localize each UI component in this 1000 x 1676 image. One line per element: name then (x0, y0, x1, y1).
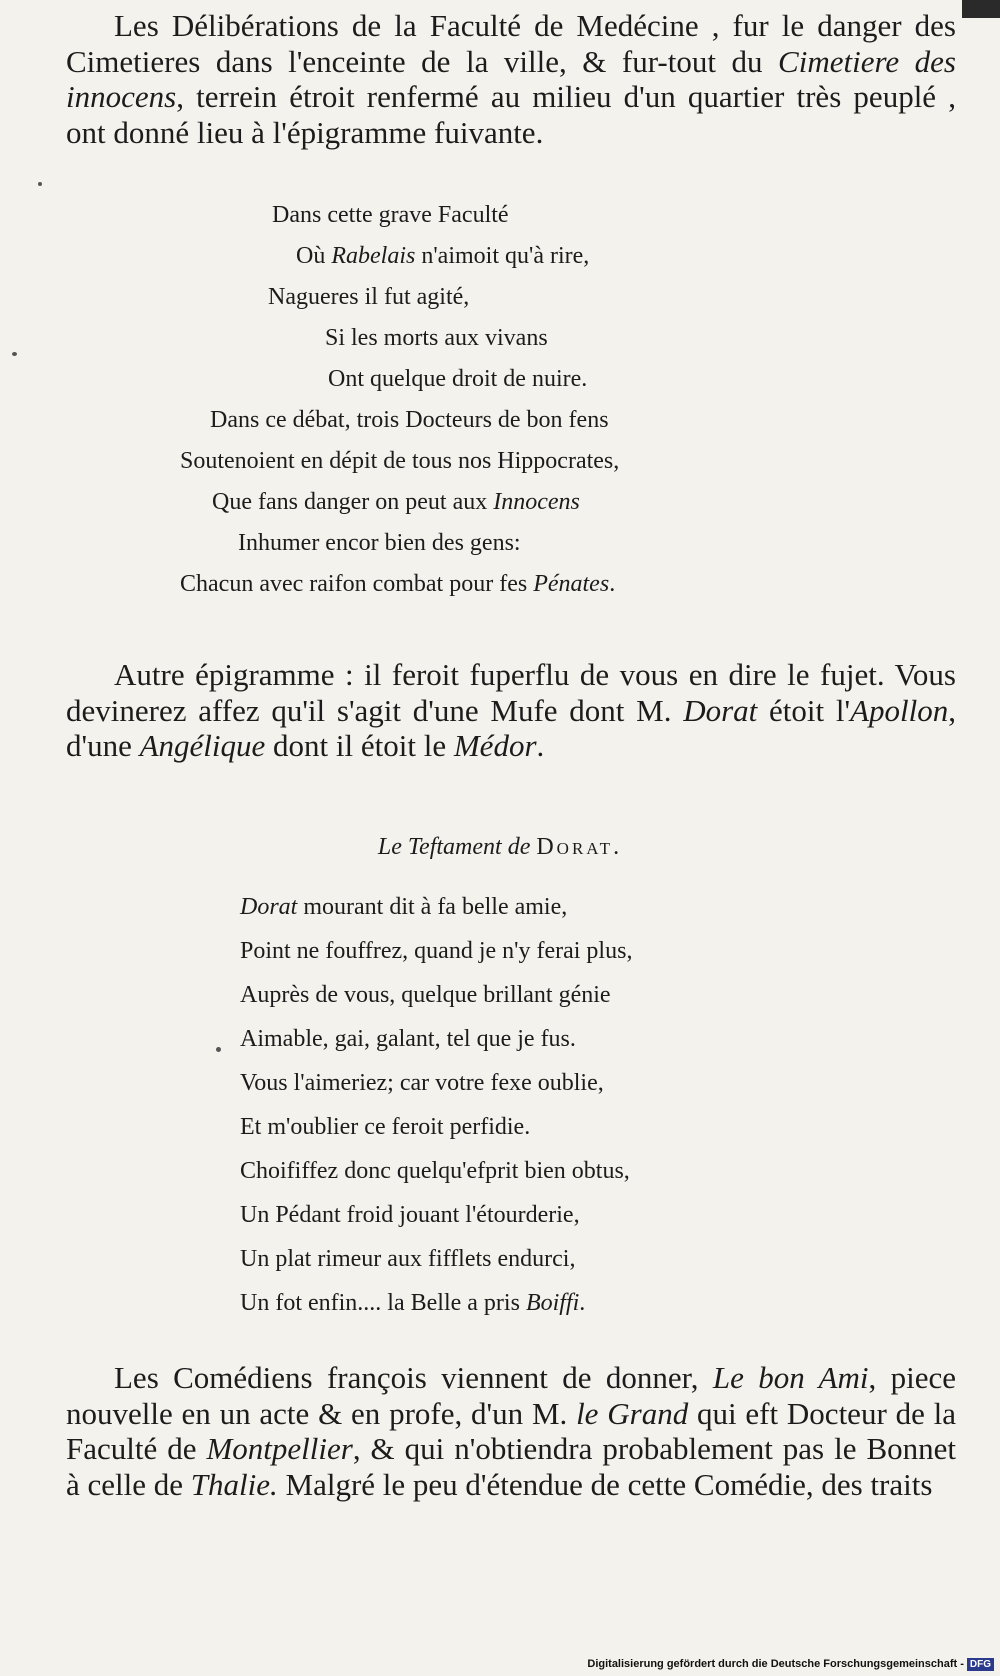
verse-line: Auprès de vous, quelque brillant génie (240, 982, 611, 1008)
verse-line: Vous l'aimeriez; car votre fexe oublie, (240, 1070, 604, 1096)
paragraph-comediens (66, 1360, 956, 1502)
ink-speck (38, 182, 42, 186)
title-italic: Le Teftament de (377, 834, 531, 860)
italic-run-angelique: Angélique (139, 728, 266, 763)
text-run: Autre épigramme : il feroit fuperflu de vous en dire le fujet. Vous devinerez affez qu'il s'agit d'une Mufe dont M. (66, 657, 956, 728)
text-run: , piece nouvelle en un acte & en profe, d'un M. (66, 1360, 956, 1431)
verse-line: Inhumer encor bien des gens: (238, 530, 521, 556)
italic-run-dorat: Dorat (240, 894, 298, 920)
verse-line: Dans cette grave Faculté (272, 202, 509, 228)
text-run: , & qui n'obtiendra probablement pas le Bonnet à celle de (66, 1431, 956, 1502)
italic-run-dorat: Dorat (683, 692, 758, 728)
italic-run-innocens: Innocens (493, 489, 580, 515)
verse-line: Soutenoient en dépit de tous nos Hippocrates, (180, 448, 620, 474)
text-run: , terrein étroit renfermé au milieu d'un quartier très peuplé , ont donné lieu à l'épigramme fuivante. (66, 79, 956, 150)
italic-run-thalie: Thalie. (190, 1466, 278, 1502)
verse-line: Où Rabelais n'aimoit qu'à rire, (296, 243, 590, 269)
italic-run-le-bon-ami: Le bon Ami (712, 1360, 869, 1395)
ink-speck (12, 352, 17, 356)
verse-line: Si les morts aux vivans (325, 325, 548, 351)
verse-line: Dorat mourant dit à fa belle amie, (240, 894, 568, 920)
dfg-logo: DFG (967, 1658, 994, 1671)
italic-run-apollon: Apollon (850, 692, 949, 728)
verse-line: Dans ce débat, trois Docteurs de bon fens (210, 407, 609, 433)
verse-line: Que fans danger on peut aux Innocens (212, 489, 580, 515)
verse-line: Nagueres il fut agité, (268, 284, 470, 310)
italic-run-penates: Pénates (533, 571, 610, 597)
ink-speck (216, 1047, 221, 1052)
digitization-footer (587, 1658, 994, 1671)
italic-run-montpellier: Montpellier (206, 1431, 353, 1466)
verse-line: Un fot enfin.... la Belle a pris Boiffi. (240, 1290, 586, 1316)
text-run: Les Comédiens françois viennent de donner, (114, 1360, 713, 1395)
footer-text: Digitalisierung gefördert durch die Deutsche Forschungsgemeinschaft - (587, 1658, 964, 1670)
italic-run-le-grand: le Grand (576, 1395, 689, 1431)
title-name: Dorat. (536, 834, 623, 860)
verse-line: Et m'oublier ce feroit perfidie. (240, 1114, 531, 1140)
verse-line: Aimable, gai, galant, tel que je fus. (240, 1026, 576, 1052)
verse-line: Un Pédant froid jouant l'étourderie, (240, 1202, 580, 1228)
italic-run-boissi: Boiffi (525, 1290, 580, 1316)
verse-line: Un plat rimeur aux fifflets endurci, (240, 1246, 576, 1272)
verse-line: Chacun avec raifon combat pour fes Pénates. (180, 571, 616, 597)
italic-run-medor: Médor (453, 728, 537, 763)
text-run: , d'une (66, 692, 956, 763)
text-run: Les Délibérations de la Faculté de Medécine , fur le danger des Cimetieres dans l'enceinte de la ville, & fur-tout du (66, 8, 956, 79)
verse-line: Ont quelque droit de nuire. (328, 366, 588, 392)
italic-run-cimetiere: Cimetiere des innocens (66, 43, 956, 114)
text-run: . (536, 728, 545, 763)
verse-line: Point ne fouffrez, quand je n'y ferai plus, (240, 938, 633, 964)
italic-run-rabelais: Rabelais (331, 243, 416, 269)
text-run: Malgré le peu d'étendue de cette Comédie, des traits (277, 1466, 933, 1502)
text-run: qui eft Docteur de la Faculté de (66, 1395, 957, 1466)
text-run: dont il étoit le (265, 728, 454, 763)
text-run: étoit l' (757, 692, 851, 728)
verse-line: Choififfez donc quelqu'efprit bien obtus, (240, 1158, 630, 1184)
